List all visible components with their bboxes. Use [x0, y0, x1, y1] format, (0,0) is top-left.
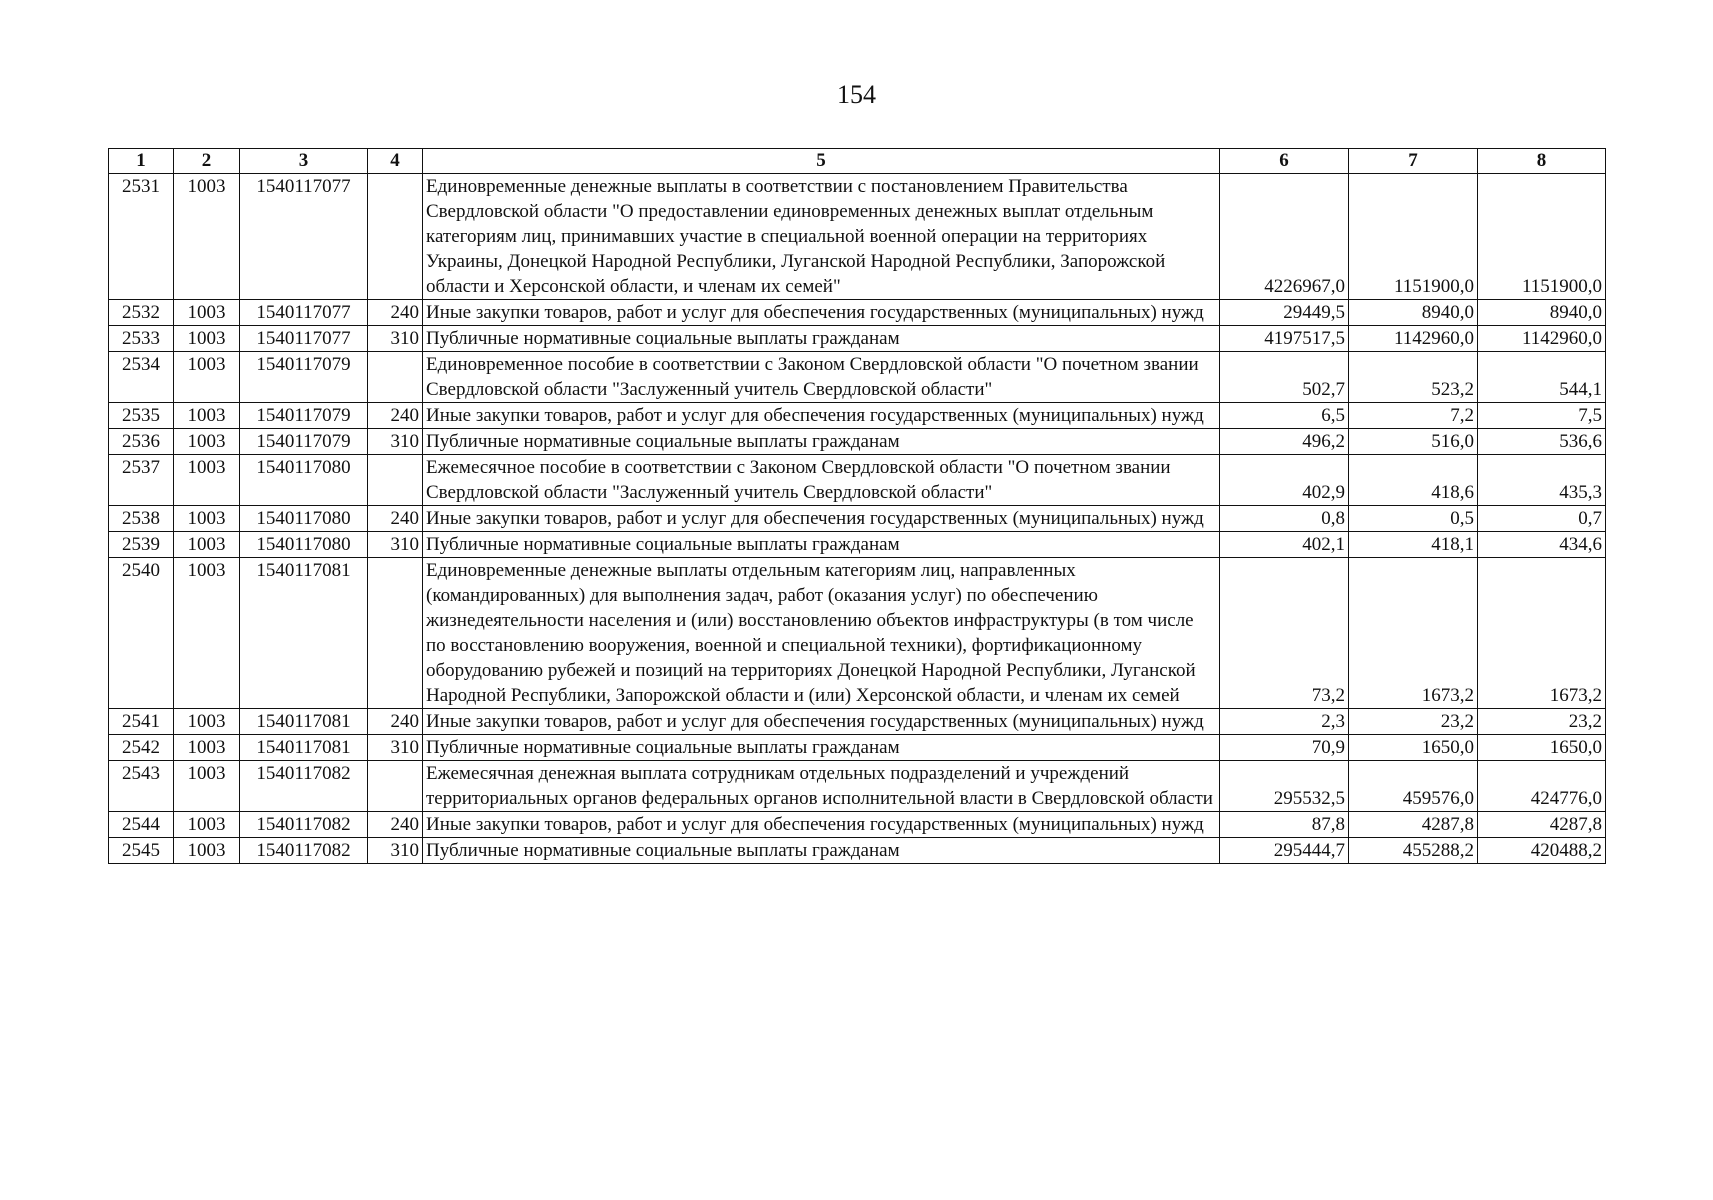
- row-number-cell: 2537: [109, 455, 174, 506]
- amount-col6-cell: 2,3: [1220, 709, 1349, 735]
- section-code-cell: 1003: [174, 532, 240, 558]
- table-row: [109, 455, 1606, 506]
- description-cell: Публичные нормативные социальные выплаты гражданам: [423, 838, 1220, 864]
- expense-type-cell: 240: [368, 300, 423, 326]
- amount-col7-cell: 0,5: [1349, 506, 1478, 532]
- amount-col7-cell: 455288,2: [1349, 838, 1478, 864]
- target-code-cell: 1540117077: [240, 326, 368, 352]
- target-code-cell: 1540117082: [240, 838, 368, 864]
- section-code-cell: 1003: [174, 558, 240, 709]
- section-code-cell: 1003: [174, 403, 240, 429]
- header-cell-3: 3: [240, 149, 368, 174]
- table-row: [109, 735, 1606, 761]
- header-cell-7: 7: [1349, 149, 1478, 174]
- expense-type-cell: 240: [368, 403, 423, 429]
- section-code-cell: 1003: [174, 174, 240, 300]
- amount-col8-cell: 434,6: [1478, 532, 1606, 558]
- target-code-cell: 1540117079: [240, 429, 368, 455]
- amount-col7-cell: 418,6: [1349, 455, 1478, 506]
- expense-type-cell: 310: [368, 735, 423, 761]
- amount-col7-cell: 1142960,0: [1349, 326, 1478, 352]
- target-code-cell: 1540117081: [240, 558, 368, 709]
- amount-col6-cell: 4226967,0: [1220, 174, 1349, 300]
- expense-type-cell: [368, 174, 423, 300]
- amount-col7-cell: 418,1: [1349, 532, 1478, 558]
- section-code-cell: 1003: [174, 326, 240, 352]
- description-cell: Иные закупки товаров, работ и услуг для обеспечения государственных (муниципальных) нужд: [423, 300, 1220, 326]
- header-cell-6: 6: [1220, 149, 1349, 174]
- budget-table: [108, 148, 1606, 864]
- row-number-cell: 2543: [109, 761, 174, 812]
- row-number-cell: 2541: [109, 709, 174, 735]
- description-cell: Ежемесячная денежная выплата сотрудникам отдельных подразделений и учреждений территориальных органов федеральных органов исполнительной власти в Свердловской области: [423, 761, 1220, 812]
- table-row: [109, 812, 1606, 838]
- description-cell: Публичные нормативные социальные выплаты гражданам: [423, 532, 1220, 558]
- expense-type-cell: [368, 352, 423, 403]
- target-code-cell: 1540117079: [240, 352, 368, 403]
- table-row: [109, 352, 1606, 403]
- amount-col7-cell: 8940,0: [1349, 300, 1478, 326]
- section-code-cell: 1003: [174, 429, 240, 455]
- amount-col7-cell: 23,2: [1349, 709, 1478, 735]
- row-number-cell: 2544: [109, 812, 174, 838]
- amount-col8-cell: 23,2: [1478, 709, 1606, 735]
- amount-col6-cell: 295532,5: [1220, 761, 1349, 812]
- amount-col6-cell: 402,1: [1220, 532, 1349, 558]
- description-cell: Иные закупки товаров, работ и услуг для обеспечения государственных (муниципальных) нужд: [423, 709, 1220, 735]
- amount-col8-cell: 544,1: [1478, 352, 1606, 403]
- description-cell: Единовременные денежные выплаты в соответствии с постановлением Правительства Свердловской области "О предоставлении единовременных денежных выплат отдельным категориям лиц, принимавших участие в специальной военной операции на территориях Украины, Донецкой Народной Республики, Луганской Народной Республики, Запорожской области и Херсонской области, и членам их семей": [423, 174, 1220, 300]
- amount-col8-cell: 7,5: [1478, 403, 1606, 429]
- description-cell: Иные закупки товаров, работ и услуг для обеспечения государственных (муниципальных) нужд: [423, 403, 1220, 429]
- expense-type-cell: 310: [368, 838, 423, 864]
- expense-type-cell: 310: [368, 326, 423, 352]
- row-number-cell: 2533: [109, 326, 174, 352]
- expense-type-cell: [368, 558, 423, 709]
- amount-col7-cell: 523,2: [1349, 352, 1478, 403]
- table-row: [109, 429, 1606, 455]
- table-body: [109, 174, 1606, 864]
- description-cell: Единовременное пособие в соответствии с Законом Свердловской области "О почетном звании Свердловской области "Заслуженный учитель Свердловской области": [423, 352, 1220, 403]
- amount-col8-cell: 1673,2: [1478, 558, 1606, 709]
- amount-col6-cell: 502,7: [1220, 352, 1349, 403]
- target-code-cell: 1540117082: [240, 761, 368, 812]
- amount-col6-cell: 6,5: [1220, 403, 1349, 429]
- target-code-cell: 1540117079: [240, 403, 368, 429]
- amount-col7-cell: 1151900,0: [1349, 174, 1478, 300]
- section-code-cell: 1003: [174, 761, 240, 812]
- header-row: [109, 149, 1606, 174]
- row-number-cell: 2538: [109, 506, 174, 532]
- amount-col6-cell: 73,2: [1220, 558, 1349, 709]
- target-code-cell: 1540117077: [240, 300, 368, 326]
- amount-col8-cell: 4287,8: [1478, 812, 1606, 838]
- expense-type-cell: 310: [368, 532, 423, 558]
- expense-type-cell: [368, 761, 423, 812]
- amount-col8-cell: 0,7: [1478, 506, 1606, 532]
- amount-col8-cell: 435,3: [1478, 455, 1606, 506]
- table-row: [109, 709, 1606, 735]
- amount-col8-cell: 1151900,0: [1478, 174, 1606, 300]
- description-cell: Иные закупки товаров, работ и услуг для обеспечения государственных (муниципальных) нужд: [423, 812, 1220, 838]
- section-code-cell: 1003: [174, 455, 240, 506]
- header-cell-2: 2: [174, 149, 240, 174]
- page-number: 154: [837, 80, 876, 109]
- row-number-cell: 2540: [109, 558, 174, 709]
- table-row: [109, 761, 1606, 812]
- amount-col7-cell: 1650,0: [1349, 735, 1478, 761]
- amount-col6-cell: 496,2: [1220, 429, 1349, 455]
- description-cell: Единовременные денежные выплаты отдельным категориям лиц, направленных (командированных) для выполнения задач, работ (оказания услуг) по обеспечению жизнедеятельности населения и (или) восстановлению объектов инфраструктуры (в том числе по восстановлению вооружения, военной и специальной техники), фортификационному оборудованию рубежей и позиций на территориях Донецкой Народной Республики, Луганской Народной Республики, Запорожской области и (или) Херсонской области, и членам их семей: [423, 558, 1220, 709]
- expense-type-cell: 240: [368, 709, 423, 735]
- expense-type-cell: 310: [368, 429, 423, 455]
- amount-col6-cell: 295444,7: [1220, 838, 1349, 864]
- table-row: [109, 838, 1606, 864]
- amount-col7-cell: 459576,0: [1349, 761, 1478, 812]
- expense-type-cell: 240: [368, 812, 423, 838]
- row-number-cell: 2535: [109, 403, 174, 429]
- description-cell: Ежемесячное пособие в соответствии с Законом Свердловской области "О почетном звании Свердловской области "Заслуженный учитель Свердловской области": [423, 455, 1220, 506]
- table-row: [109, 506, 1606, 532]
- description-cell: Публичные нормативные социальные выплаты гражданам: [423, 735, 1220, 761]
- amount-col7-cell: 516,0: [1349, 429, 1478, 455]
- table-row: [109, 558, 1606, 709]
- description-cell: Публичные нормативные социальные выплаты гражданам: [423, 429, 1220, 455]
- section-code-cell: 1003: [174, 300, 240, 326]
- target-code-cell: 1540117080: [240, 455, 368, 506]
- expense-type-cell: 240: [368, 506, 423, 532]
- header-cell-8: 8: [1478, 149, 1606, 174]
- target-code-cell: 1540117081: [240, 735, 368, 761]
- amount-col6-cell: 29449,5: [1220, 300, 1349, 326]
- row-number-cell: 2539: [109, 532, 174, 558]
- target-code-cell: 1540117080: [240, 532, 368, 558]
- amount-col6-cell: 4197517,5: [1220, 326, 1349, 352]
- target-code-cell: 1540117077: [240, 174, 368, 300]
- section-code-cell: 1003: [174, 735, 240, 761]
- header-cell-5: 5: [423, 149, 1220, 174]
- row-number-cell: 2531: [109, 174, 174, 300]
- description-cell: Публичные нормативные социальные выплаты гражданам: [423, 326, 1220, 352]
- header-cell-1: 1: [109, 149, 174, 174]
- amount-col8-cell: 8940,0: [1478, 300, 1606, 326]
- amount-col8-cell: 424776,0: [1478, 761, 1606, 812]
- table-row: [109, 532, 1606, 558]
- table-row: [109, 326, 1606, 352]
- amount-col6-cell: 402,9: [1220, 455, 1349, 506]
- table-row: [109, 300, 1606, 326]
- target-code-cell: 1540117081: [240, 709, 368, 735]
- amount-col7-cell: 1673,2: [1349, 558, 1478, 709]
- row-number-cell: 2542: [109, 735, 174, 761]
- amount-col7-cell: 7,2: [1349, 403, 1478, 429]
- table-row: [109, 403, 1606, 429]
- target-code-cell: 1540117080: [240, 506, 368, 532]
- amount-col6-cell: 70,9: [1220, 735, 1349, 761]
- amount-col7-cell: 4287,8: [1349, 812, 1478, 838]
- row-number-cell: 2534: [109, 352, 174, 403]
- section-code-cell: 1003: [174, 709, 240, 735]
- row-number-cell: 2532: [109, 300, 174, 326]
- amount-col6-cell: 0,8: [1220, 506, 1349, 532]
- amount-col8-cell: 536,6: [1478, 429, 1606, 455]
- target-code-cell: 1540117082: [240, 812, 368, 838]
- header-cell-4: 4: [368, 149, 423, 174]
- table-row: [109, 174, 1606, 300]
- amount-col8-cell: 1142960,0: [1478, 326, 1606, 352]
- section-code-cell: 1003: [174, 506, 240, 532]
- expense-type-cell: [368, 455, 423, 506]
- amount-col8-cell: 420488,2: [1478, 838, 1606, 864]
- section-code-cell: 1003: [174, 352, 240, 403]
- amount-col6-cell: 87,8: [1220, 812, 1349, 838]
- amount-col8-cell: 1650,0: [1478, 735, 1606, 761]
- row-number-cell: 2536: [109, 429, 174, 455]
- row-number-cell: 2545: [109, 838, 174, 864]
- section-code-cell: 1003: [174, 838, 240, 864]
- section-code-cell: 1003: [174, 812, 240, 838]
- description-cell: Иные закупки товаров, работ и услуг для обеспечения государственных (муниципальных) нужд: [423, 506, 1220, 532]
